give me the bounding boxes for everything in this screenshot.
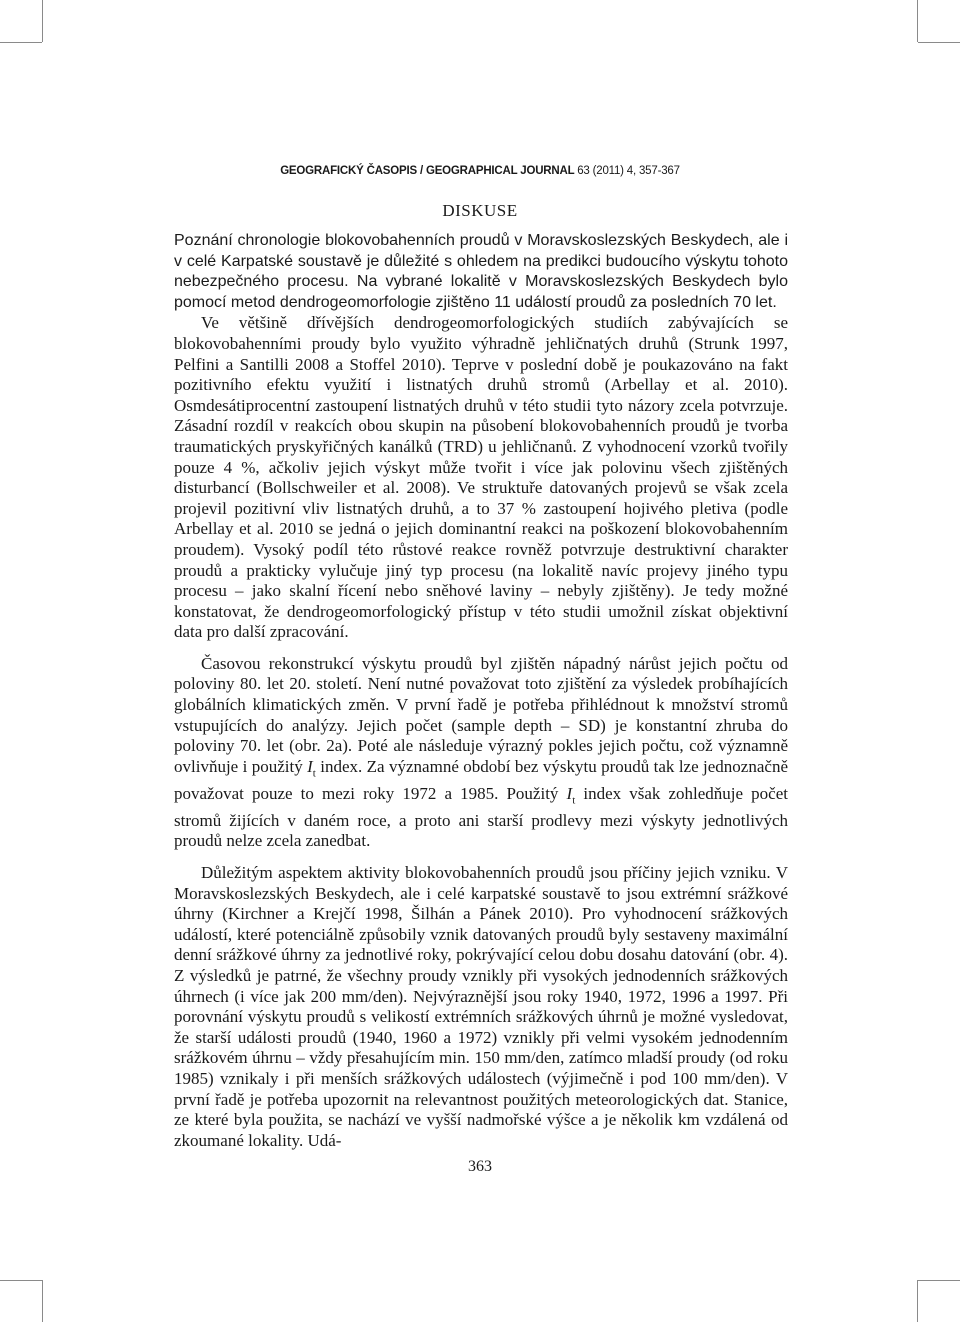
- journal-issue: 63 (2011) 4, 357-367: [577, 165, 680, 177]
- running-header: [0, 165, 960, 177]
- index-symbol: I: [566, 783, 573, 803]
- crop-mark: [917, 0, 918, 42]
- crop-mark: [0, 42, 42, 43]
- index-subscript: t: [572, 794, 576, 807]
- article-body: [174, 231, 788, 1151]
- abstract-paragraph: Poznání chronologie blokovobahenních proudů v Moravskoslezských Beskydech, ale i v celé Karpatské soustavě je důležité s ohledem na predikci budoucího výskytu tohoto nebezpečného procesu. Na vybrané lokalitě v Moravskoslezských Beskydech bylo pomocí metod dendrogeomorfologie zjištěno 11 událostí proudů za posledních 70 let.: [174, 232, 788, 311]
- crop-mark: [42, 1280, 43, 1322]
- body-paragraph-1: Ve většině dřívějších dendrogeomorfologických studiích zabývajících se blokovobahenními proudy bylo využito výhradně jehličnatých druhů (Strunk 1997, Pelfini a Santilli 2008 a Stoffel 2010). Teprve v poslední době je poukazováno na fakt pozitivního efektu využití i listnatých druhů stromů (Arbellay et al. 2010). Osmdesátiprocentní zastoupení listnatých druhů v této studii tyto názory zcela potvrzuje. Zásadní rozdíl v reakcích obou skupin na působení blokovobahenních proudů je tvorba traumatických pryskyřičných kanálků (TRD) u jehličnanů. Z vyhodnocení vzorků tvořily pouze 4 %, ačkoliv jejich výskyt může tvořit i více jak polovinu všech zjištěných disturbancí (Bollschweiler et al. 2008). Ve struktuře datovaných projevů se však zcela projevil pozitivní vliv listnatých druhů, a to 37 % zastoupení hojivého pletiva (podle Arbellay et al. 2010 se jedná o jejich dominantní reakci na poškození blokovobahenním proudem). Vysoký podíl této růstové reakce rovněž potvrzuje destruktivní charakter proudů a prakticky vylučuje jiný typ procesu (na lokalitě navíc projevy jiného typu procesu – jako skalní řícení nebo sněhové laviny – nebyly zjištěny). Je tedy možné konstatovat, že dendrogeomorfologický přístup v této studii umožnil získat objektivní data pro další zpracování.: [174, 313, 788, 642]
- body-paragraph-2: [174, 654, 788, 852]
- crop-mark: [917, 1280, 918, 1322]
- paragraph-2-text: index však zohledňuje počet stromů žijících v daném roce, a proto ani starší prodlevy mezi výskyty jednotlivých proudů nelze zcela zanedbat.: [174, 783, 788, 851]
- journal-name: GEOGRAFICKÝ ČASOPIS / GEOGRAPHICAL JOURNAL: [280, 165, 575, 177]
- section-title: DISKUSE: [442, 201, 518, 220]
- paragraph-2-text: index. Za významné období bez výskytu proudů tak lze jednoznačně považovat pouze to mezi roky 1972 a 1985. Použitý: [174, 756, 788, 803]
- crop-mark: [42, 0, 43, 42]
- crop-mark: [0, 1280, 42, 1281]
- crop-mark: [918, 1280, 960, 1281]
- body-paragraph-3: Důležitým aspektem aktivity blokovobahenních proudů jsou příčiny jejich vzniku. V Moravskoslezských Beskydech, ale i celé karpatské soustavě to jsou extrémní srážkové úhrny (Kirchner a Krejčí 1998, Šilhán a Pánek 2010). Pro vyhodnocení srážkových událostí, které potenciálně způsobily vznik datovaných proudů byly sestaveny maximální denní srážkové úhrny za jednotlivé roky, pokrývající celou dobu dosahu datování (obr. 4). Z výsledků je patrné, že všechny proudy vznikly při vysokých jednodenních srážkových úhrnech (i více jak 200 mm/den). Nejvýraznější jsou roky 1940, 1972, 1996 a 1997. Při porovnání výskytu proudů s velikostí extrémních srážkových úhrnů je možné vysledovat, že starší události proudů (1940, 1960 a 1972) vznikly při velmi vysokém jednodenním srážkovém úhrnu – vždy přesahujícím min. 150 mm/den, zatímco mladší proudy (od roku 1985) vznikaly i při menších srážkových událostech (výjimečně i pod 100 mm/den). V první řadě je potřeba upozornit na relevantnost použitých meteorologických dat. Stanice, ze které byla použita, se nachází ve vyšší nadmořské výšce a je několik km vzdálená od zkoumané lokality. Udá-: [174, 863, 788, 1150]
- index-symbol: I: [307, 756, 313, 776]
- page-number: 363: [468, 1158, 492, 1175]
- crop-mark: [918, 42, 960, 43]
- index-subscript: t: [312, 767, 316, 780]
- paragraph-2-text: Časovou rekonstrukcí výskytu proudů byl zjištěn nápadný nárůst jejich počtu od poloviny 80. let 20. století. Není nutné považovat toto zjištění za výsledek probíhajících globálních klimatických změn. V první řadě je potřeba přihlédnout k množství stromů vstupujících do analýzy. Jejich počet (sample depth – SD) je konstantní zhruba do poloviny 70. let (obr. 2a). Poté ale následuje výrazný pokles jejich počtu, což významně ovlivňuje i použitý: [174, 653, 788, 776]
